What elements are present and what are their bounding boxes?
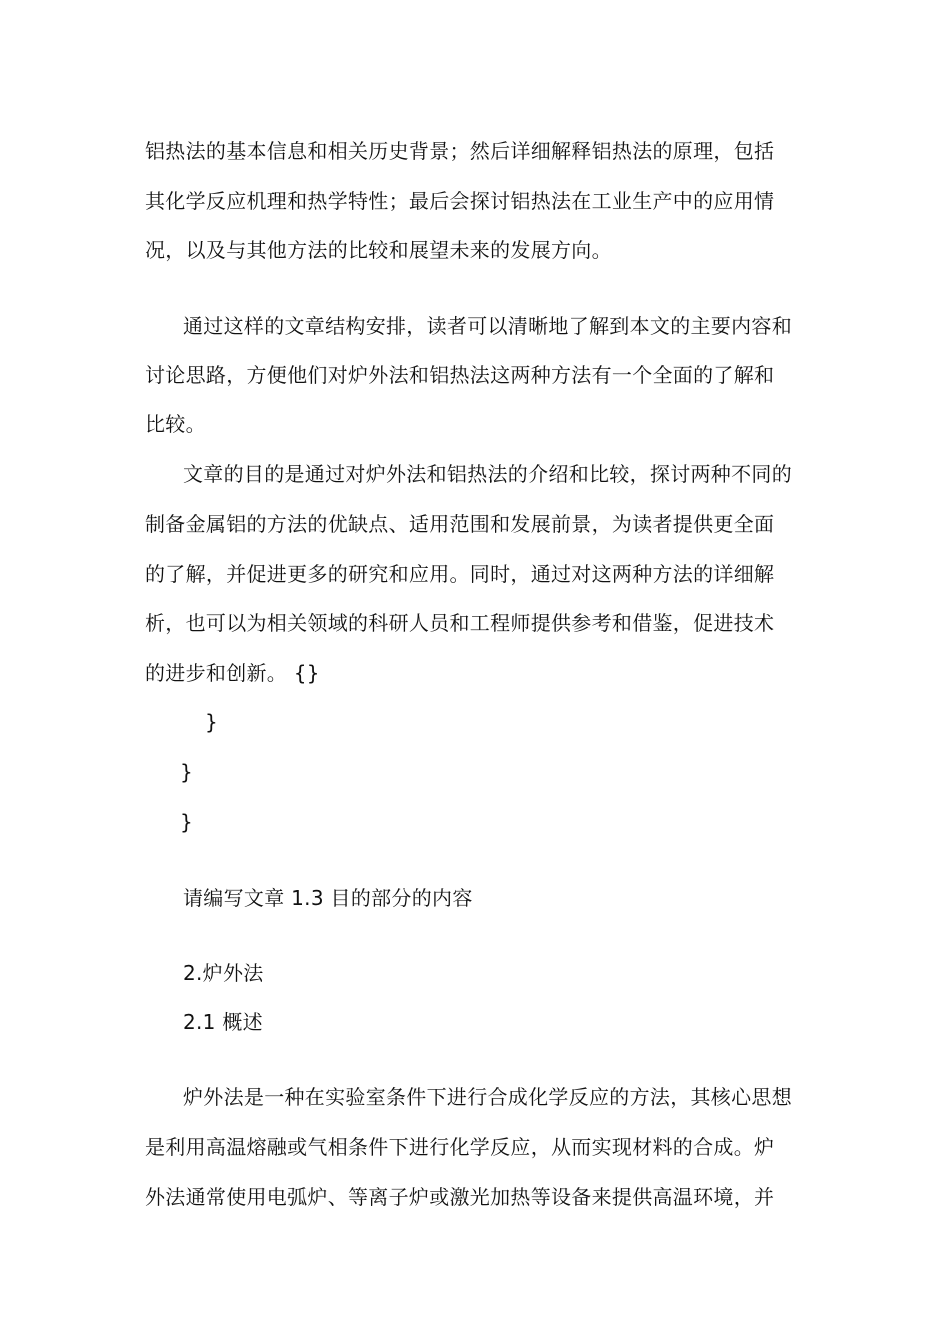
brace-text: } [205,710,219,734]
paragraph-line: 的进步和创新。 {} [145,661,320,685]
section-heading: 2.炉外法 [183,961,264,985]
paragraph-line: 外法通常使用电弧炉、等离子炉或激光加热等设备来提供高温环境，并 [145,1185,775,1209]
paragraph-line: 比较。 [145,412,206,436]
subsection-heading: 2.1 概述 [183,1010,263,1034]
paragraph-line: 文章的目的是通过对炉外法和铝热法的介绍和比较，探讨两种不同的 [183,462,792,486]
brace-text: } [180,810,194,834]
paragraph-line: 析，也可以为相关领域的科研人员和工程师提供参考和借鉴，促进技术 [145,611,775,635]
paragraph-line: 是利用高温熔融或气相条件下进行化学反应，从而实现材料的合成。炉 [145,1135,775,1159]
brace-text: } [180,760,194,784]
prompt-line: 请编写文章 1.3 目的部分的内容 [183,886,473,910]
paragraph-line: 的了解，并促进更多的研究和应用。同时，通过对这两种方法的详细解 [145,562,775,586]
paragraph-line: 制备金属铝的方法的优缺点、适用范围和发展前景，为读者提供更全面 [145,512,775,536]
paragraph-line: 铝热法的基本信息和相关历史背景；然后详细解释铝热法的原理，包括 [145,139,775,163]
paragraph-line: 炉外法是一种在实验室条件下进行合成化学反应的方法，其核心思想 [183,1085,792,1109]
paragraph-line: 况，以及与其他方法的比较和展望未来的发展方向。 [145,238,612,262]
paragraph-line: 讨论思路，方便他们对炉外法和铝热法这两种方法有一个全面的了解和 [145,363,775,387]
paragraph-line: 其化学反应机理和热学特性；最后会探讨铝热法在工业生产中的应用情 [145,189,775,213]
paragraph-line: 通过这样的文章结构安排，读者可以清晰地了解到本文的主要内容和 [183,314,792,338]
